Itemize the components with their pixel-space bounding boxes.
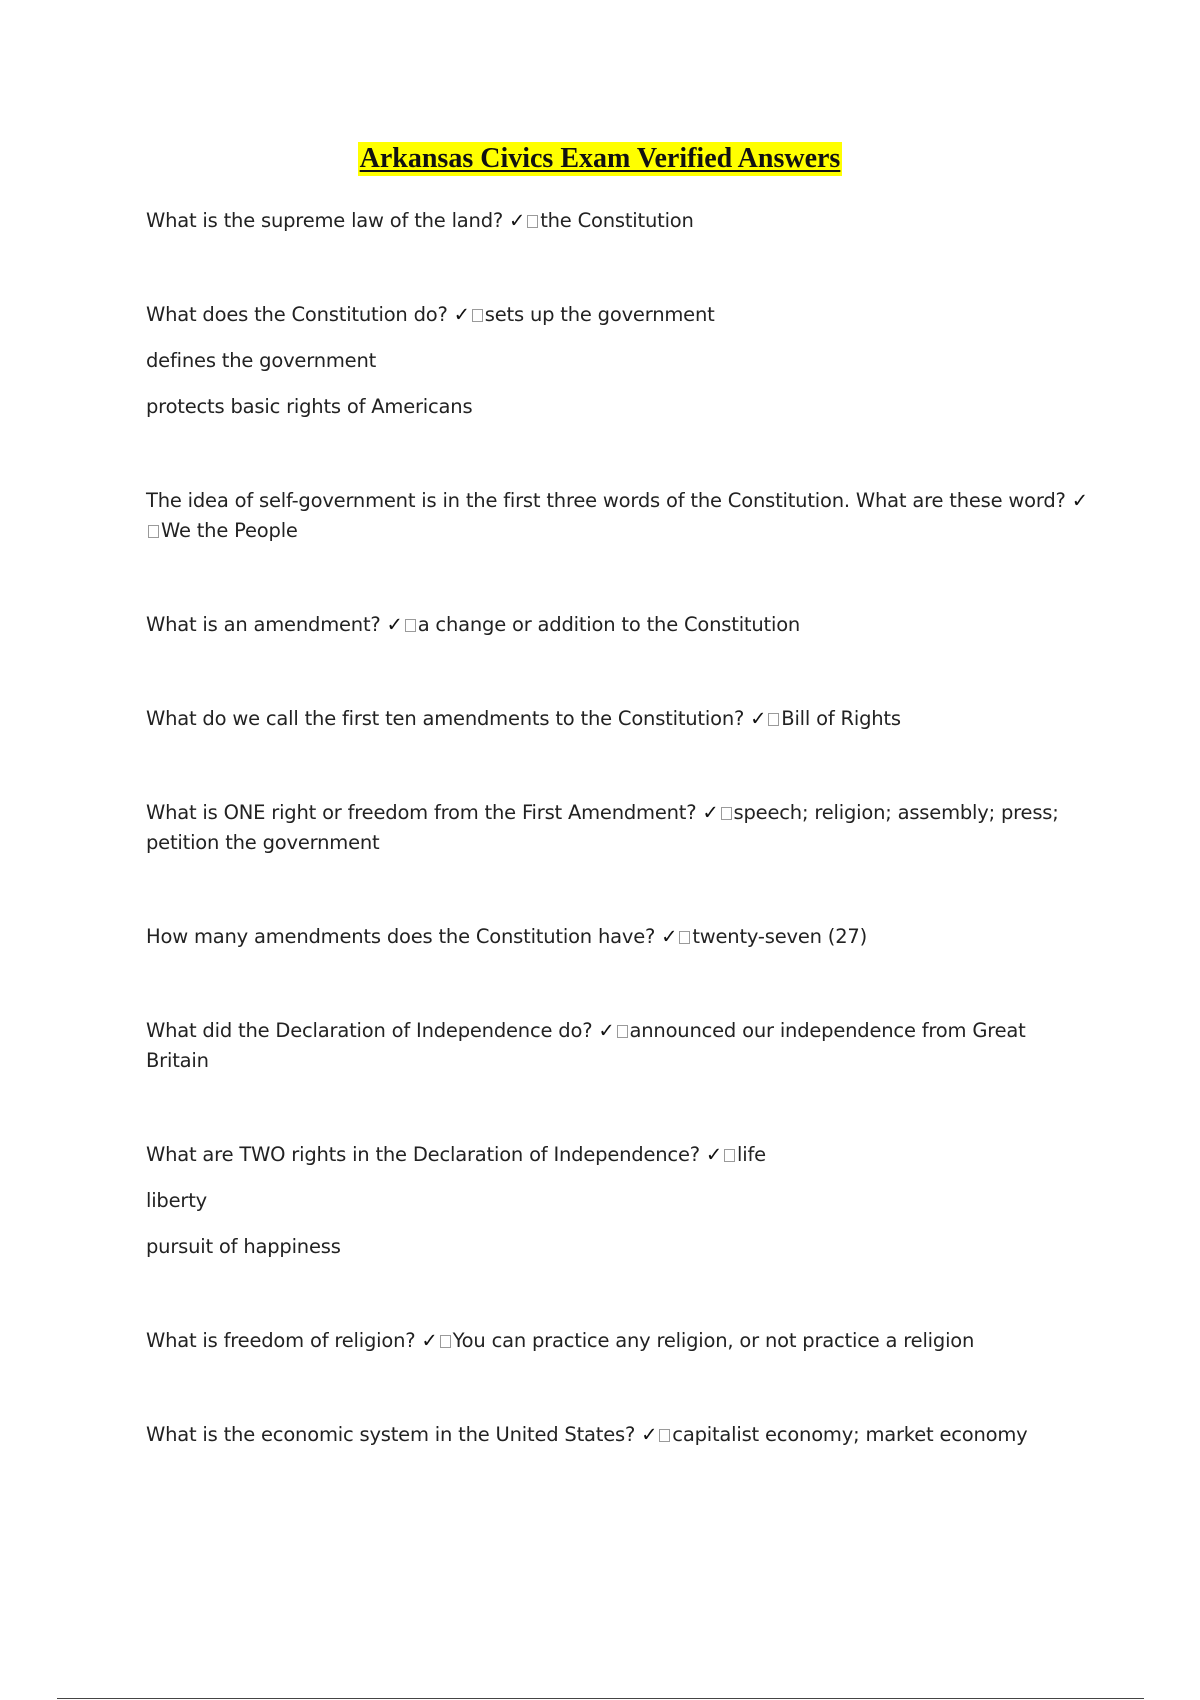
missing-glyph-box-icon	[148, 525, 159, 538]
qa-line	[146, 1140, 1091, 1170]
qa-line	[146, 922, 1091, 952]
answer-text: a change or addition to the Constitution	[417, 613, 801, 636]
document-title: Arkansas Civics Exam Verified Answers	[359, 143, 841, 174]
missing-glyph-box-icon	[405, 619, 416, 632]
check-mark-icon: ✓	[641, 1423, 658, 1446]
question-text: What do we call the first ten amendments to the Constitution?	[146, 707, 745, 730]
answer-extra-line: protects basic rights of Americans	[146, 395, 473, 418]
answer-text: announced our independence from Great Britain	[146, 1019, 1026, 1072]
qa-line	[146, 206, 1091, 236]
question-text: What is the supreme law of the land?	[146, 209, 504, 232]
qa-item	[146, 1140, 1091, 1262]
answer-extra-line: pursuit of happiness	[146, 1235, 341, 1258]
check-mark-icon: ✓	[702, 801, 719, 824]
answer-text: the Constitution	[540, 209, 694, 232]
check-mark-icon: ✓	[598, 1019, 615, 1042]
qa-line	[146, 610, 1091, 640]
check-mark-icon: ✓	[705, 1143, 723, 1166]
check-mark-icon: ✓	[453, 303, 470, 326]
qa-line	[146, 486, 1091, 546]
qa-item	[146, 206, 1091, 236]
answer-extra-line: liberty	[146, 1189, 208, 1212]
qa-line	[146, 798, 1091, 858]
check-mark-icon: ✓	[1071, 489, 1088, 512]
title-container	[0, 142, 1200, 176]
question-text: What did the Declaration of Independence do?	[146, 1019, 593, 1042]
answer-extra-line: defines the government	[146, 349, 377, 372]
qa-item	[146, 1016, 1091, 1076]
qa-line	[146, 1326, 1091, 1356]
qa-item	[146, 1420, 1091, 1450]
check-mark-icon: ✓	[661, 925, 678, 948]
question-text: What is the economic system in the United States?	[146, 1423, 636, 1446]
answer-text: We the People	[161, 519, 298, 542]
missing-glyph-box-icon	[617, 1025, 628, 1038]
qa-line	[146, 1016, 1091, 1076]
qa-item	[146, 1326, 1091, 1356]
qa-line	[146, 300, 1091, 330]
answer-text: capitalist economy; market economy	[672, 1423, 1028, 1446]
check-mark-icon: ✓	[750, 707, 767, 730]
answer-text: twenty-seven (27)	[692, 925, 868, 948]
missing-glyph-box-icon	[527, 215, 538, 228]
answer-text: sets up the government	[484, 303, 715, 326]
missing-glyph-box-icon	[721, 807, 732, 820]
check-mark-icon: ✓	[386, 613, 403, 636]
qa-item	[146, 610, 1091, 640]
footer-divider	[57, 1698, 1144, 1699]
question-text: What is freedom of religion?	[146, 1329, 416, 1352]
missing-glyph-box-icon	[659, 1429, 670, 1442]
missing-glyph-box-icon	[679, 931, 690, 944]
answer-text: Bill of Rights	[781, 707, 901, 730]
question-text: How many amendments does the Constitution have?	[146, 925, 656, 948]
question-text: What does the Constitution do?	[146, 303, 448, 326]
answer-text: life	[737, 1143, 766, 1166]
question-text: What are TWO rights in the Declaration of Independence?	[146, 1143, 700, 1166]
qa-list	[146, 206, 1091, 1514]
qa-line	[146, 704, 1091, 734]
qa-line	[146, 1420, 1091, 1450]
missing-glyph-box-icon	[724, 1149, 735, 1162]
check-mark-icon: ✓	[509, 209, 526, 232]
missing-glyph-box-icon	[768, 713, 779, 726]
question-text: What is ONE right or freedom from the First Amendment?	[146, 801, 697, 824]
qa-item	[146, 798, 1091, 858]
question-text: The idea of self-government is in the first three words of the Constitution. What are these word?	[146, 489, 1066, 512]
qa-item	[146, 300, 1091, 422]
question-text: What is an amendment?	[146, 613, 381, 636]
qa-item	[146, 922, 1091, 952]
answer-text: You can practice any religion, or not practice a religion	[452, 1329, 975, 1352]
answer-text: speech; religion; assembly; press; petition the government	[146, 801, 1059, 854]
missing-glyph-box-icon	[440, 1335, 451, 1348]
qa-item	[146, 486, 1091, 546]
check-mark-icon: ✓	[421, 1329, 438, 1352]
missing-glyph-box-icon	[472, 309, 483, 322]
qa-item	[146, 704, 1091, 734]
